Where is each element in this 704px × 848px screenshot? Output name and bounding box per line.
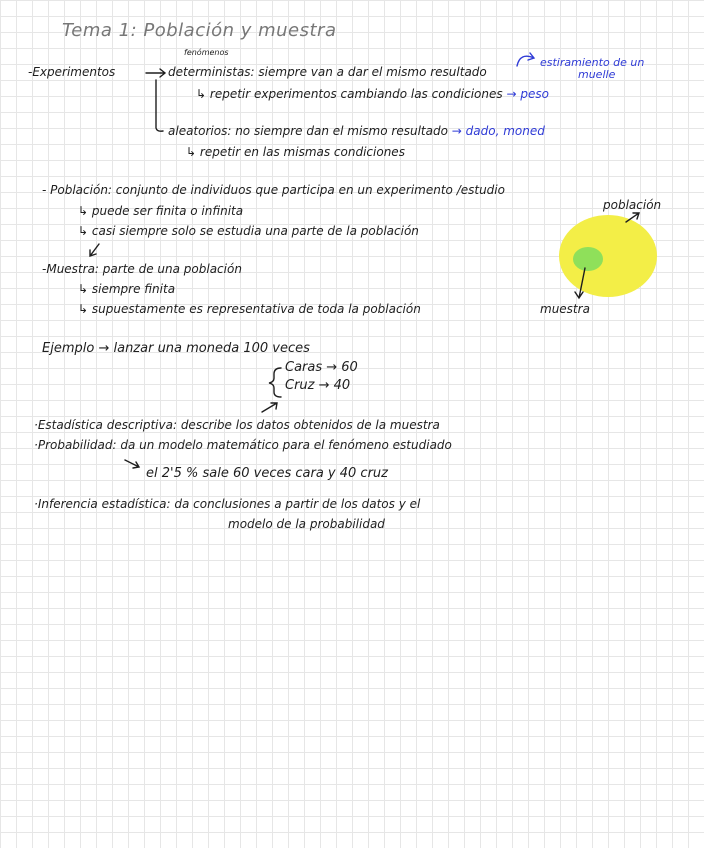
def-inferencia-1: ·Inferencia estadística: da conclusiones a partir de los datos y el <box>34 497 421 511</box>
cruz-line: Cruz → 40 <box>285 378 351 393</box>
poblacion-def: - Población: conjunto de individuos que participa en un experimento /estudio <box>42 183 505 197</box>
experimentos-label: -Experimentos <box>28 65 116 79</box>
caras-line: Caras → 60 <box>285 360 358 375</box>
diagram-label-poblacion: población <box>603 198 662 212</box>
prob-example: el 2'5 % sale 60 veces cara y 40 cruz <box>146 466 388 481</box>
ejemplo-line: Ejemplo → lanzar una moneda 100 veces <box>42 341 310 356</box>
det-sub-line: ↳ repetir experimentos cambiando las condiciones → peso <box>196 87 549 101</box>
arrow-down-muestra <box>90 244 99 256</box>
sub-arrow-icon: ↳ <box>186 145 197 159</box>
muestra-sub2: ↳ supuestamente es representativa de toda la población <box>78 302 421 316</box>
sub-arrow-icon: ↳ <box>196 87 207 101</box>
ale-sub-line: ↳ repetir en las mismas condiciones <box>186 145 405 159</box>
det-example-1: estiramiento de un <box>540 56 645 69</box>
arrow-prob <box>125 460 139 468</box>
def-probabilidad: ·Probabilidad: da un modelo matemático para el fenómeno estudiado <box>34 438 452 452</box>
arrow-curve-blue <box>517 53 534 66</box>
sub-arrow-icon: ↳ <box>78 282 89 296</box>
det-example-1b: muelle <box>578 68 616 81</box>
sample-ellipse <box>573 247 603 271</box>
sub-arrow-icon: ↳ <box>78 204 89 218</box>
arrow-experimentos <box>146 69 165 77</box>
poblacion-sub2: ↳ casi siempre solo se estudia una parte de la población <box>78 224 419 238</box>
def-descriptiva: ·Estadística descriptiva: describe los datos obtenidos de la muestra <box>34 418 440 432</box>
fenomenos-note: fenómenos <box>184 48 229 57</box>
muestra-sub1: ↳ siempre finita <box>78 282 176 296</box>
branch-line <box>156 80 163 131</box>
def-inferencia-2: modelo de la probabilidad <box>228 517 385 531</box>
poblacion-sub1: ↳ puede ser finita o infinita <box>78 204 244 218</box>
muestra-def: -Muestra: parte de una población <box>42 262 242 276</box>
diagram-label-muestra: muestra <box>540 302 590 316</box>
aleatorios-line: aleatorios: no siempre dan el mismo resultado → dado, moned <box>168 124 545 138</box>
curly-brace <box>269 368 281 397</box>
sub-arrow-icon: ↳ <box>78 302 89 316</box>
page-title: Tema 1: Población y muestra <box>62 20 337 41</box>
deterministas-line: deterministas: siempre van a dar el mismo resultado <box>168 65 487 79</box>
sub-arrow-icon: ↳ <box>78 224 89 238</box>
arrow-brace <box>262 403 277 412</box>
